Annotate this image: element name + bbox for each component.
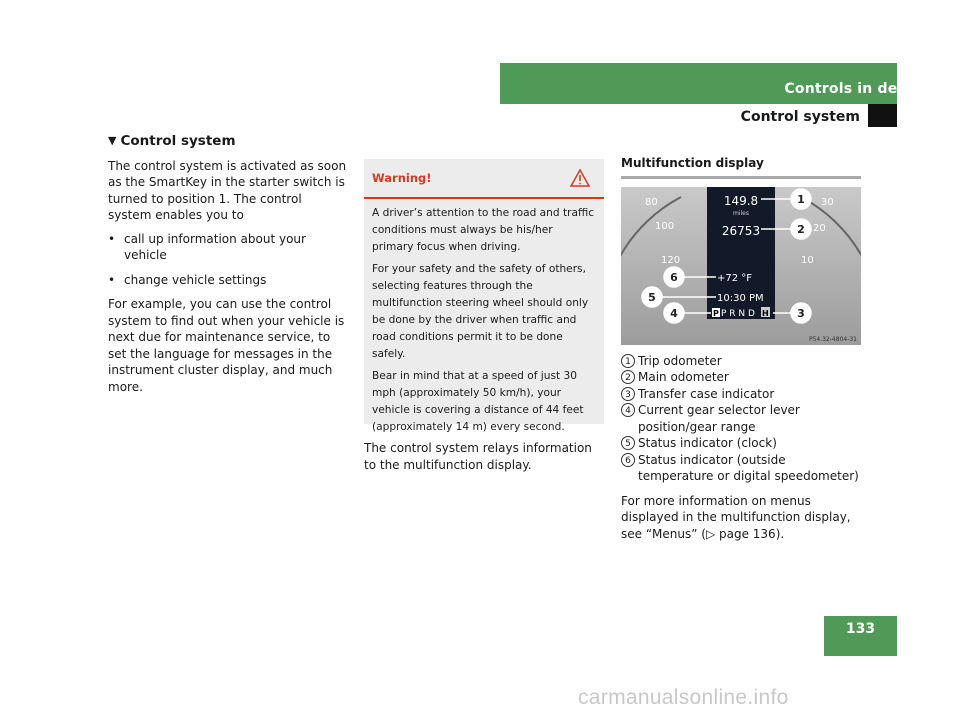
clock-display: 10:30 PM — [717, 292, 764, 304]
section-subtitle: Control system — [740, 109, 860, 125]
legend-item — [621, 353, 861, 370]
multifunction-display-heading: Multifunction display — [621, 155, 861, 179]
legend-text: Status indicator (outside temperature or digital speedometer) — [638, 452, 859, 483]
legend-text: Current gear selector lever position/gear range — [638, 403, 800, 434]
callout-number: 1 — [797, 192, 805, 206]
callout-number: 4 — [670, 306, 678, 320]
image-code: P54.32-4804-31 — [808, 335, 857, 343]
legend-item — [621, 435, 861, 452]
list-item-text: call up information about your vehicle — [124, 231, 306, 262]
gauge-label: 20 — [813, 222, 826, 234]
list-item — [108, 272, 348, 289]
warning-triangle-icon — [570, 169, 590, 187]
gear-box-letter: P — [713, 308, 719, 318]
callout-number: 6 — [670, 270, 678, 284]
legend-text: Trip odometer — [638, 353, 722, 368]
outside-temperature: +72 °F — [717, 272, 753, 284]
legend-item — [621, 386, 861, 403]
main-odometer-value: 26753 — [721, 223, 761, 238]
callout-number-icon: 5 — [621, 436, 635, 450]
page-number: 133 — [824, 616, 897, 656]
triangle-down-icon: ▼ — [108, 134, 117, 147]
callout-number: 2 — [797, 222, 805, 236]
gauge-label: 10 — [801, 254, 814, 266]
section-heading — [108, 133, 348, 150]
gauge-label: 30 — [821, 196, 834, 208]
callout-number-icon: 1 — [621, 354, 635, 368]
header-tab-marker — [868, 104, 897, 127]
legend-item — [621, 452, 861, 485]
legend-text: Transfer case indicator — [638, 386, 775, 401]
legend-item — [621, 402, 861, 435]
chapter-title: Controls in detail — [784, 81, 924, 97]
warning-paragraph: For your safety and the safety of others, selecting features through the multifunction steering wheel should only be done by the driver when traffic and road conditions permit it to be done safely. — [372, 263, 589, 360]
middle-column-text — [364, 440, 604, 480]
trip-odometer-value: 149.8 — [723, 193, 759, 208]
warning-paragraph: A driver’s attention to the road and traffic conditions must always be his/her primary focus when driving. — [372, 207, 595, 253]
callout-number: 3 — [797, 306, 805, 320]
legend-item — [621, 369, 861, 386]
left-column — [108, 133, 348, 402]
callout-number-icon: 4 — [621, 403, 635, 417]
warning-paragraph: Bear in mind that at a speed of just 30 mph (approximately 50 km/h), your vehicle is covering a distance of 44 feet (approximately 14 m) every second. — [372, 370, 584, 433]
gauge-label: 100 — [655, 220, 675, 232]
list-item-text: change vehicle settings — [124, 272, 267, 287]
bullet-icon: • — [108, 272, 116, 287]
callout-number: 5 — [648, 290, 656, 304]
gear-range: P R N D — [721, 308, 755, 319]
callout-number-icon: 6 — [621, 453, 635, 467]
warning-body — [364, 199, 604, 436]
warning-header — [364, 159, 604, 199]
miles-label: miles — [733, 209, 749, 217]
bullet-icon: • — [108, 231, 116, 246]
legend-text: Main odometer — [638, 370, 729, 384]
gauge-label: 120 — [661, 254, 681, 266]
right-column — [621, 155, 861, 549]
relays-paragraph: The control system relays information to the multifunction display. — [364, 441, 592, 472]
intro-paragraph: The control system is activated as soon as the SmartKey in the starter switch is turned to position 1. The control system enables you to — [108, 158, 347, 222]
section-heading-text: Control system — [120, 133, 236, 149]
transfer-case-letter: H — [762, 308, 769, 318]
warning-title: Warning! — [372, 171, 432, 185]
legend-text: Status indicator (clock) — [638, 436, 777, 450]
callout-number-icon: 2 — [621, 370, 635, 384]
list-item — [108, 231, 348, 264]
example-paragraph: For example, you can use the control system to find out when your vehicle is next due for maintenance service, to set the language for messages in the instrument cluster display, and much more. — [108, 297, 345, 394]
gauge-label: 80 — [645, 196, 658, 208]
multifunction-display-image — [621, 187, 861, 345]
warning-box — [364, 159, 604, 433]
callout-number-icon: 3 — [621, 387, 635, 401]
watermark-text: carmanualsonline.info — [578, 686, 789, 709]
more-info-paragraph: For more information on menus displayed in the multifunction display, see “Menus” (▷ page 136). — [621, 493, 851, 541]
